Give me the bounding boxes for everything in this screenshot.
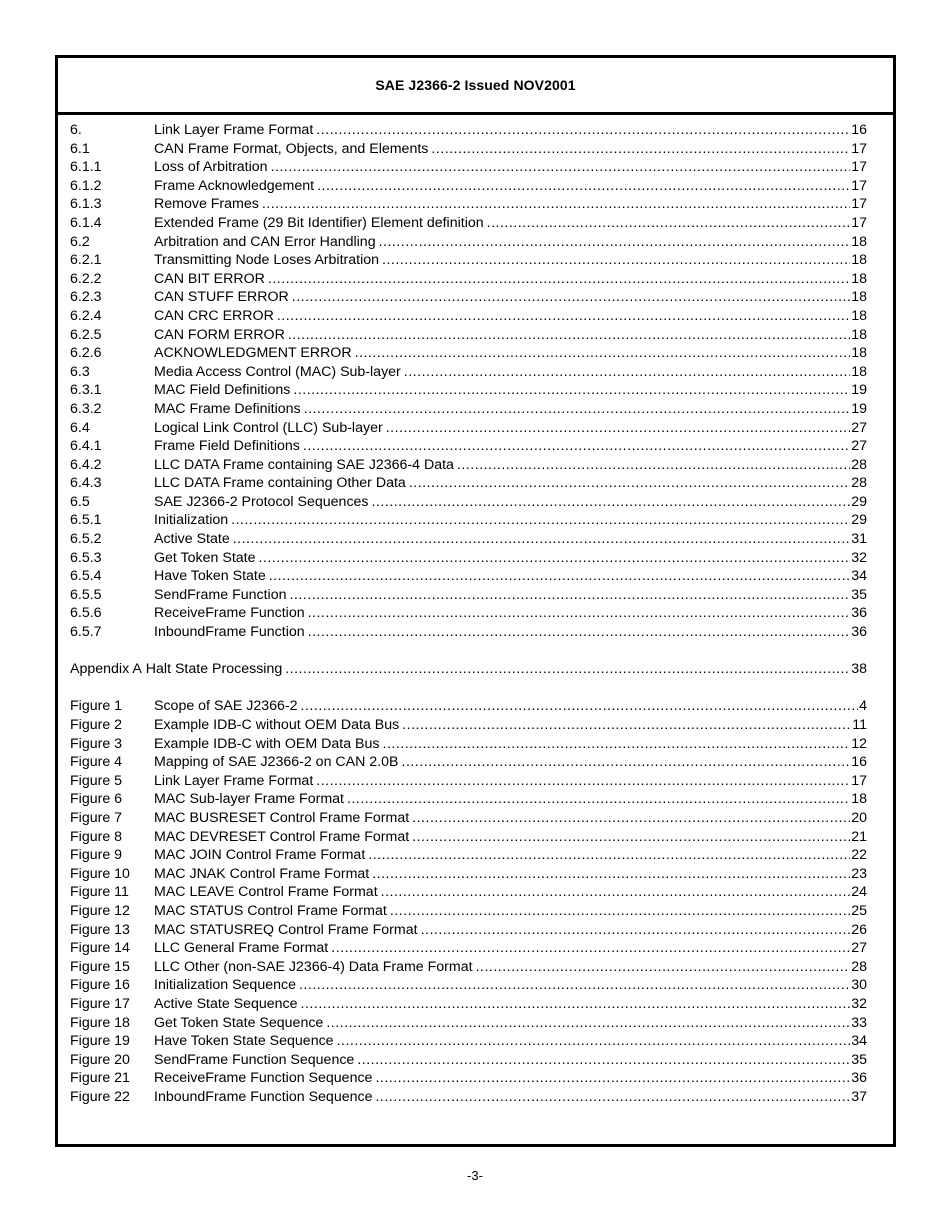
- toc-section-entry-number: 6.2.5: [70, 326, 102, 343]
- toc-section-entry-page: 17: [851, 159, 867, 176]
- toc-section-entry-page: 29: [851, 493, 867, 510]
- section-gap: [70, 642, 867, 661]
- toc-section-entry-title: Frame Field Definitions: [154, 438, 300, 455]
- dot-leader: [421, 921, 851, 940]
- toc-figure-entry[interactable]: [70, 772, 867, 791]
- toc-section-entry-title: InboundFrame Function: [154, 624, 305, 641]
- dot-leader: [379, 233, 851, 252]
- toc-figure-entry-number: Figure 15: [70, 958, 130, 975]
- toc-section-entry-number: 6.2: [70, 233, 90, 250]
- toc-section-entry-page: 17: [851, 214, 867, 231]
- dot-leader: [258, 549, 850, 568]
- toc-section-entry-number: 6.1.1: [70, 159, 102, 176]
- toc-figure-entry-title: Initialization Sequence: [154, 977, 296, 994]
- toc-figure-entry-page: 4: [859, 698, 867, 715]
- dot-leader: [293, 381, 850, 400]
- dot-leader: [262, 195, 850, 214]
- dot-leader: [402, 716, 851, 735]
- toc-section-entry[interactable]: [70, 586, 867, 605]
- toc-figure-entry[interactable]: [70, 995, 867, 1014]
- toc-figure-entry[interactable]: [70, 697, 867, 716]
- toc-figure-entry-page: 35: [851, 1051, 867, 1068]
- toc-section-entry[interactable]: [70, 604, 867, 623]
- toc-figure-entry-page: 27: [851, 940, 867, 957]
- toc-figure-entry[interactable]: [70, 790, 867, 809]
- toc-section-entry-title: Initialization: [154, 512, 229, 529]
- toc-figure-entry[interactable]: [70, 1069, 867, 1088]
- toc-figure-entry-page: 34: [851, 1033, 867, 1050]
- toc-section-entry-page: 28: [851, 456, 867, 473]
- dot-leader: [326, 1014, 850, 1033]
- toc-figure-entry-number: Figure 20: [70, 1051, 130, 1068]
- toc-figure-entry[interactable]: [70, 846, 867, 865]
- toc-figure-entry-page: 16: [851, 754, 867, 771]
- toc-section-entry-number: 6.1.2: [70, 177, 102, 194]
- toc-figure-entry-title: Have Token State Sequence: [154, 1033, 334, 1050]
- dot-leader: [476, 958, 851, 977]
- toc-figure-entry-title: Get Token State Sequence: [154, 1014, 324, 1031]
- dot-leader: [386, 419, 851, 438]
- toc-figure-entry-page: 36: [851, 1070, 867, 1087]
- toc-figure-entry-number: Figure 12: [70, 902, 130, 919]
- toc-section-entry-number: 6.5.7: [70, 624, 102, 641]
- toc-figure-entry[interactable]: [70, 939, 867, 958]
- toc-figure-entry-number: Figure 5: [70, 772, 123, 789]
- toc-section-entry-number: 6.4.2: [70, 456, 102, 473]
- toc-section-entry-number: 6.5.6: [70, 605, 102, 622]
- dot-leader: [316, 121, 850, 140]
- toc-section-entry-number: 6.2.3: [70, 289, 102, 306]
- dot-leader: [372, 493, 851, 512]
- toc-figure-entry-page: 26: [851, 921, 867, 938]
- dot-leader: [357, 1051, 850, 1070]
- toc-section-entry[interactable]: [70, 344, 867, 363]
- toc-figure-entry[interactable]: [70, 1014, 867, 1033]
- document-header: [58, 58, 893, 115]
- toc-section-entry-number: 6.2.6: [70, 345, 102, 362]
- toc-section-entry-number: 6.5.3: [70, 549, 102, 566]
- toc-figure-entry-page: 25: [851, 902, 867, 919]
- toc-section-entry[interactable]: [70, 456, 867, 475]
- toc-figure-entry-title: Scope of SAE J2366-2: [154, 698, 298, 715]
- dot-leader: [301, 995, 851, 1014]
- dot-leader: [304, 400, 851, 419]
- dot-leader: [487, 214, 851, 233]
- toc-figure-entry-number: Figure 6: [70, 791, 123, 808]
- toc-section-entry-page: 36: [851, 605, 867, 622]
- toc-figure-entry-title: MAC JOIN Control Frame Format: [154, 847, 366, 864]
- toc-section-entry-page: 27: [851, 438, 867, 455]
- toc-section-entry-page: 17: [851, 177, 867, 194]
- toc-figure-entry[interactable]: [70, 828, 867, 847]
- dot-leader: [292, 288, 850, 307]
- dot-leader: [288, 326, 850, 345]
- toc-section-entry-page: 18: [851, 307, 867, 324]
- toc-section-entry-number: 6.1: [70, 140, 90, 157]
- toc-figure-entry-number: Figure 21: [70, 1070, 130, 1087]
- toc-section-entry-page: 18: [851, 252, 867, 269]
- toc-section-entry-title: Extended Frame (29 Bit Identifier) Element definition: [154, 214, 484, 231]
- dot-leader: [382, 251, 850, 270]
- toc-section-entry-title: Loss of Arbitration: [154, 159, 268, 176]
- toc-section-entry-page: 29: [851, 512, 867, 529]
- toc-figure-entry[interactable]: [70, 735, 867, 754]
- toc-section-entry-title: SendFrame Function: [154, 586, 287, 603]
- toc-section-entry-number: 6.1.3: [70, 196, 102, 213]
- toc-figure-entry[interactable]: [70, 1088, 867, 1107]
- toc-figure-entry-number: Figure 17: [70, 995, 130, 1012]
- toc-figure-entry-number: Figure 19: [70, 1033, 130, 1050]
- toc-section-entry-title: Active State: [154, 531, 230, 548]
- toc-figure-entry-number: Figure 22: [70, 1088, 130, 1105]
- toc-section-entry-title: Link Layer Frame Format: [154, 122, 314, 138]
- toc-section-entry-title: ReceiveFrame Function: [154, 605, 305, 622]
- dot-leader: [308, 623, 851, 642]
- toc-figure-entry-page: 21: [851, 828, 867, 845]
- toc-figure-entry-number: Figure 18: [70, 1014, 130, 1031]
- toc-section-entry-page: 18: [851, 326, 867, 343]
- toc-figure-entry-page: 23: [851, 865, 867, 882]
- dot-leader: [381, 883, 851, 902]
- toc-section-entry-title: CAN CRC ERROR: [154, 307, 274, 324]
- toc-section-entry[interactable]: [70, 177, 867, 196]
- toc-figure-entry-title: SendFrame Function Sequence: [154, 1051, 355, 1068]
- toc-figure-entry[interactable]: [70, 976, 867, 995]
- toc-figure-entry-page: 37: [851, 1088, 867, 1105]
- toc-section-entry-title: Media Access Control (MAC) Sub-layer: [154, 363, 401, 380]
- toc-figure-entry-page: 18: [851, 791, 867, 808]
- toc-section-entry-title: MAC Frame Definitions: [154, 400, 301, 417]
- toc-figure-entry-number: Figure 14: [70, 940, 130, 957]
- toc-figure-entry-number: Figure 1: [70, 698, 123, 715]
- toc-section-entry[interactable]: [70, 400, 867, 419]
- dot-leader: [231, 511, 850, 530]
- toc-figure-entry[interactable]: [70, 753, 867, 772]
- toc-section-entry[interactable]: [70, 214, 867, 233]
- toc-section-entry[interactable]: [70, 233, 867, 252]
- toc-section-entry-title: Arbitration and CAN Error Handling: [154, 233, 376, 250]
- toc-figure-entry-page: 33: [851, 1014, 867, 1031]
- toc-section-entry-page: 18: [851, 289, 867, 306]
- toc-figure-entry-number: Figure 2: [70, 717, 123, 733]
- dot-leader: [317, 177, 850, 196]
- dot-leader: [301, 697, 859, 716]
- toc-section-entry[interactable]: [70, 511, 867, 530]
- dot-leader: [412, 828, 850, 847]
- toc-section-entry-number: 6.5: [70, 493, 90, 510]
- appendix-title: Halt State Processing: [145, 661, 283, 678]
- dot-leader: [337, 1032, 851, 1051]
- toc-figure-entry-title: LLC General Frame Format: [154, 940, 329, 957]
- toc-section-entry-title: CAN BIT ERROR: [154, 270, 265, 287]
- toc-figure-entry[interactable]: [70, 921, 867, 940]
- dot-leader: [308, 604, 851, 623]
- appendix-entry[interactable]: [70, 660, 867, 679]
- toc-section-entry-page: 34: [851, 568, 867, 585]
- toc-figure-entry-page: 12: [851, 735, 867, 752]
- toc-section-entry-number: 6.2.1: [70, 252, 102, 269]
- toc-figure-entry-number: Figure 4: [70, 754, 123, 771]
- dot-leader: [375, 1088, 850, 1107]
- toc-figure-entry[interactable]: [70, 902, 867, 921]
- dot-leader: [347, 790, 850, 809]
- toc-section-entry[interactable]: [70, 474, 867, 493]
- toc-section-entry[interactable]: [70, 251, 867, 270]
- toc-figure-entry-title: MAC BUSRESET Control Frame Format: [154, 809, 410, 826]
- toc-section-entry-title: Transmitting Node Loses Arbitration: [154, 252, 380, 269]
- dot-leader: [383, 735, 851, 754]
- dot-leader: [372, 865, 850, 884]
- toc-section-entry-page: 17: [851, 196, 867, 213]
- toc-section-entry[interactable]: [70, 140, 867, 159]
- toc-figure-entry-title: Example IDB-C with OEM Data Bus: [154, 735, 380, 752]
- toc-figure-entry-title: InboundFrame Function Sequence: [154, 1088, 373, 1105]
- toc-section-entry-title: CAN Frame Format, Objects, and Elements: [154, 140, 429, 157]
- toc-figure-entry[interactable]: [70, 716, 867, 735]
- toc-figure-entry-title: MAC Sub-layer Frame Format: [154, 791, 344, 808]
- toc-section-entry[interactable]: [70, 363, 867, 382]
- toc-figure-entry-title: ReceiveFrame Function Sequence: [154, 1070, 373, 1087]
- toc-figure-entry-page: 22: [851, 847, 867, 864]
- toc-section-entry-number: 6.4.1: [70, 438, 102, 455]
- toc-section-entry[interactable]: [70, 307, 867, 326]
- toc-section-entry-page: 31: [851, 531, 867, 548]
- toc-section-entry[interactable]: [70, 158, 867, 177]
- toc-section-entry-page: 36: [851, 624, 867, 641]
- toc-figure-entry[interactable]: [70, 809, 867, 828]
- toc-section-entry-number: 6.4: [70, 419, 90, 436]
- toc-section-entry[interactable]: [70, 121, 867, 140]
- toc-figure-entry-title: LLC Other (non-SAE J2366-4) Data Frame Format: [154, 958, 473, 975]
- toc-section-entry-title: Have Token State: [154, 568, 266, 585]
- toc-figure-entry-number: Figure 13: [70, 921, 130, 938]
- toc-figure-entry-number: Figure 11: [70, 884, 129, 901]
- toc-figure-entry-number: Figure 10: [70, 865, 130, 882]
- figures-list: [70, 697, 867, 1106]
- dot-leader: [431, 140, 850, 159]
- toc-section-entry[interactable]: [70, 437, 867, 456]
- toc-figure-entry-page: 11: [852, 717, 867, 733]
- toc-figure-entry-title: Link Layer Frame Format: [154, 772, 314, 789]
- toc-section-entry[interactable]: [70, 288, 867, 307]
- toc-section-entry-page: 32: [851, 549, 867, 566]
- toc-figure-entry-title: MAC STATUSREQ Control Frame Format: [154, 921, 418, 938]
- dot-leader: [331, 939, 850, 958]
- toc-section-entry-number: 6.2.4: [70, 307, 102, 324]
- toc-figure-entry[interactable]: [70, 1032, 867, 1051]
- toc-section-entry-title: MAC Field Definitions: [154, 382, 291, 399]
- dot-leader: [390, 902, 850, 921]
- toc-section-entry-page: 27: [851, 419, 867, 436]
- toc-section-entry[interactable]: [70, 381, 867, 400]
- dot-leader: [404, 363, 850, 382]
- dot-leader: [355, 344, 851, 363]
- toc-section-entry-title: CAN STUFF ERROR: [154, 289, 289, 306]
- dot-leader: [277, 307, 850, 326]
- toc-section-entry-title: SAE J2366-2 Protocol Sequences: [154, 493, 369, 510]
- toc-figure-entry-page: 20: [851, 809, 867, 826]
- toc-section-entry-title: Get Token State: [154, 549, 256, 566]
- toc-section-entry-title: Logical Link Control (LLC) Sub-layer: [154, 419, 383, 436]
- toc-section-entry[interactable]: [70, 623, 867, 642]
- toc-figure-entry-number: Figure 8: [70, 828, 123, 845]
- sections-list: [70, 121, 867, 642]
- dot-leader: [412, 809, 850, 828]
- toc-figure-entry-title: MAC JNAK Control Frame Format: [154, 865, 370, 882]
- toc-figure-entry-page: 28: [851, 958, 867, 975]
- toc-section-entry-number: 6.5.4: [70, 568, 102, 585]
- toc-section-entry-page: 18: [851, 363, 867, 380]
- toc-section-entry[interactable]: [70, 326, 867, 345]
- toc-section-entry[interactable]: [70, 567, 867, 586]
- toc-section-entry-title: CAN FORM ERROR: [154, 326, 285, 343]
- dot-leader: [268, 270, 850, 289]
- toc-section-entry-title: ACKNOWLEDGMENT ERROR: [154, 345, 352, 362]
- dot-leader: [233, 530, 851, 549]
- toc-figure-entry[interactable]: [70, 865, 867, 884]
- toc-section-entry-number: 6.3: [70, 363, 90, 380]
- toc-section-entry[interactable]: [70, 493, 867, 512]
- page-number: -3-: [467, 1168, 483, 1183]
- toc-section-entry-page: 16: [851, 122, 867, 138]
- toc-section-entry-number: 6.3.2: [70, 400, 102, 417]
- toc-section-entry-page: 19: [851, 382, 867, 399]
- toc-figure-entry-title: Mapping of SAE J2366-2 on CAN 2.0B: [154, 754, 399, 771]
- document-title: SAE J2366-2 Issued NOV2001: [375, 77, 576, 93]
- appendix-number: Appendix A: [70, 661, 142, 678]
- table-of-contents: [70, 121, 867, 1106]
- toc-section-entry-number: 6.4.3: [70, 475, 102, 492]
- toc-figure-entry-title: Active State Sequence: [154, 995, 298, 1012]
- dot-leader: [368, 846, 850, 865]
- toc-section-entry-page: 18: [851, 345, 867, 362]
- toc-section-entry-page: 19: [851, 400, 867, 417]
- toc-figure-entry-title: Example IDB-C without OEM Data Bus: [154, 717, 400, 733]
- dot-leader: [316, 772, 850, 791]
- dot-leader: [402, 753, 851, 772]
- toc-figure-entry-page: 30: [851, 977, 867, 994]
- toc-section-entry[interactable]: [70, 195, 867, 214]
- page-frame: [55, 55, 896, 1147]
- toc-section-entry-number: 6.5.5: [70, 586, 102, 603]
- toc-figure-entry[interactable]: [70, 958, 867, 977]
- toc-section-entry[interactable]: [70, 419, 867, 438]
- toc-figure-entry-page: 24: [851, 884, 867, 901]
- toc-section-entry-title: LLC DATA Frame containing SAE J2366-4 Data: [154, 456, 454, 473]
- toc-figure-entry-page: 32: [851, 995, 867, 1012]
- dot-leader: [299, 976, 850, 995]
- toc-section-entry-number: 6.2.2: [70, 270, 102, 287]
- dot-leader: [375, 1069, 850, 1088]
- toc-section-entry-page: 18: [851, 233, 867, 250]
- toc-section-entry-title: Frame Acknowledgement: [154, 177, 315, 194]
- toc-section-entry-page: 18: [851, 270, 867, 287]
- dot-leader: [285, 660, 850, 679]
- toc-section-entry-page: 17: [851, 140, 867, 157]
- dot-leader: [271, 158, 851, 177]
- toc-section-entry-page: 35: [851, 586, 867, 603]
- appendix-page: 38: [851, 661, 867, 678]
- toc-figure-entry-number: Figure 16: [70, 977, 130, 994]
- dot-leader: [457, 456, 850, 475]
- toc-figure-entry-title: MAC DEVRESET Control Frame Format: [154, 828, 410, 845]
- toc-section-entry-number: 6.3.1: [70, 382, 102, 399]
- toc-section-entry[interactable]: [70, 270, 867, 289]
- toc-figure-entry-number: Figure 9: [70, 847, 123, 864]
- dot-leader: [269, 567, 850, 586]
- toc-figure-entry[interactable]: [70, 883, 867, 902]
- toc-figure-entry-title: MAC STATUS Control Frame Format: [154, 902, 387, 919]
- toc-section-entry-number: 6.5.1: [70, 512, 102, 529]
- toc-section-entry-number: 6.5.2: [70, 531, 102, 548]
- toc-section-entry-title: LLC DATA Frame containing Other Data: [154, 475, 406, 492]
- toc-section-entry-number: 6.: [70, 122, 82, 138]
- toc-section-entry-page: 28: [851, 475, 867, 492]
- toc-figure-entry-page: 17: [851, 772, 867, 789]
- toc-section-entry-title: Remove Frames: [154, 196, 259, 213]
- toc-section-entry[interactable]: [70, 549, 867, 568]
- toc-figure-entry-number: Figure 7: [70, 809, 123, 826]
- toc-figure-entry[interactable]: [70, 1051, 867, 1070]
- dot-leader: [303, 437, 850, 456]
- dot-leader: [409, 474, 850, 493]
- dot-leader: [289, 586, 850, 605]
- toc-section-entry[interactable]: [70, 530, 867, 549]
- section-gap: [70, 679, 867, 698]
- toc-figure-entry-number: Figure 3: [70, 735, 123, 752]
- toc-figure-entry-title: MAC LEAVE Control Frame Format: [154, 884, 378, 901]
- toc-section-entry-number: 6.1.4: [70, 214, 102, 231]
